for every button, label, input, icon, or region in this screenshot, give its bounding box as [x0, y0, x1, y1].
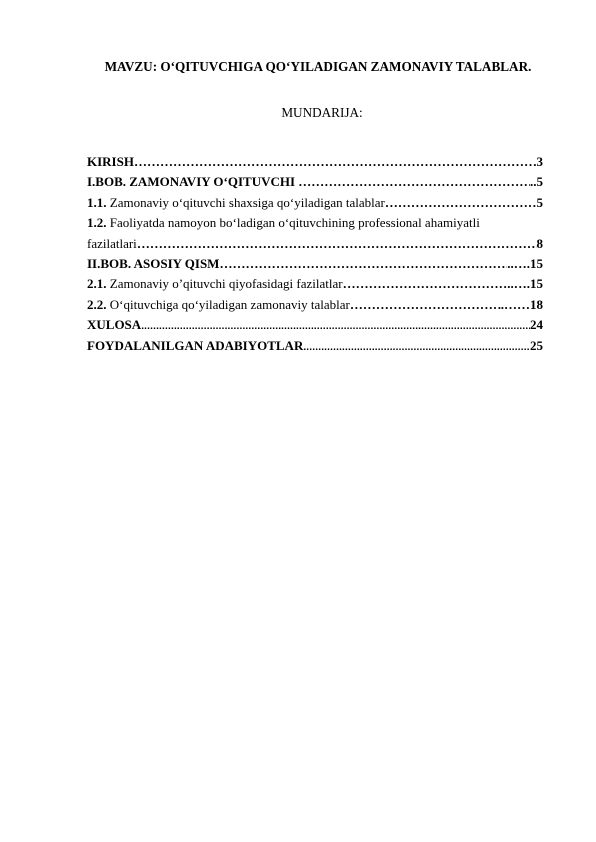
toc-entry-1-2-line1 — [87, 213, 543, 233]
document-title: MAVZU: O‘QITUVCHIGA QO‘YILADIGAN ZAMONAVIY TALABLAR. — [104, 59, 532, 74]
toc-page-number: 25 — [530, 337, 543, 353]
toc-section-number: 1.1. — [87, 194, 107, 210]
toc-section-number: 1.2. — [87, 215, 107, 231]
toc-entry-label: O‘qituvchiga qo‘yiladigan zamonaviy talablar — [106, 296, 350, 312]
toc-page-number: 8 — [536, 235, 543, 251]
toc-entry-label: Zamonaviy o‘qituvchi shaxsiga qo‘yiladigan talablar — [106, 194, 385, 210]
toc-entry-xulosa — [87, 315, 543, 335]
toc-entry-label: XULOSA — [87, 317, 142, 333]
toc-entry-label: II.BOB. ASOSIY QISM — [87, 255, 220, 271]
toc-section-number: 2.2. — [87, 296, 107, 312]
toc-entry-foydalanilgan-adabiyotlar — [87, 336, 543, 356]
toc-page-number: .3 — [533, 154, 543, 169]
table-of-contents — [87, 152, 543, 356]
toc-page-number: 24 — [530, 317, 543, 333]
toc-entry-bob-1 — [87, 172, 543, 192]
toc-section-number: 2.1. — [87, 276, 107, 292]
toc-page-number: ..….15 — [507, 276, 543, 292]
toc-page-number: ..….15 — [507, 255, 543, 271]
toc-entry-label: Zamonaviy o’qituvchi qiyofasidagi fazilatlar — [106, 276, 343, 292]
toc-entry-label: Faoliyatda namoyon bo‘ladigan o‘qituvchining professional ahamiyatli — [106, 215, 480, 231]
toc-entry-1-1 — [87, 193, 543, 213]
toc-page-number: .……18 — [500, 296, 543, 312]
toc-page-number: 5 — [536, 194, 543, 210]
toc-page-number: ..5 — [530, 174, 543, 190]
toc-entry-2-2 — [87, 295, 543, 315]
toc-entry-label: KIRISH — [87, 154, 134, 169]
toc-entry-kirish — [87, 152, 543, 172]
toc-entry-1-2-line2 — [87, 234, 543, 254]
toc-entry-2-1 — [87, 274, 543, 294]
toc-entry-bob-2 — [87, 254, 543, 274]
toc-entry-label: I.BOB. ZAMONAVIY O‘QITUVCHI — [87, 174, 299, 190]
toc-entry-label: fazilatlari — [87, 235, 137, 251]
contents-heading: MUNDARIJA: — [281, 105, 363, 120]
toc-entry-label: FOYDALANILGAN ADABIYOTLAR — [87, 337, 304, 353]
